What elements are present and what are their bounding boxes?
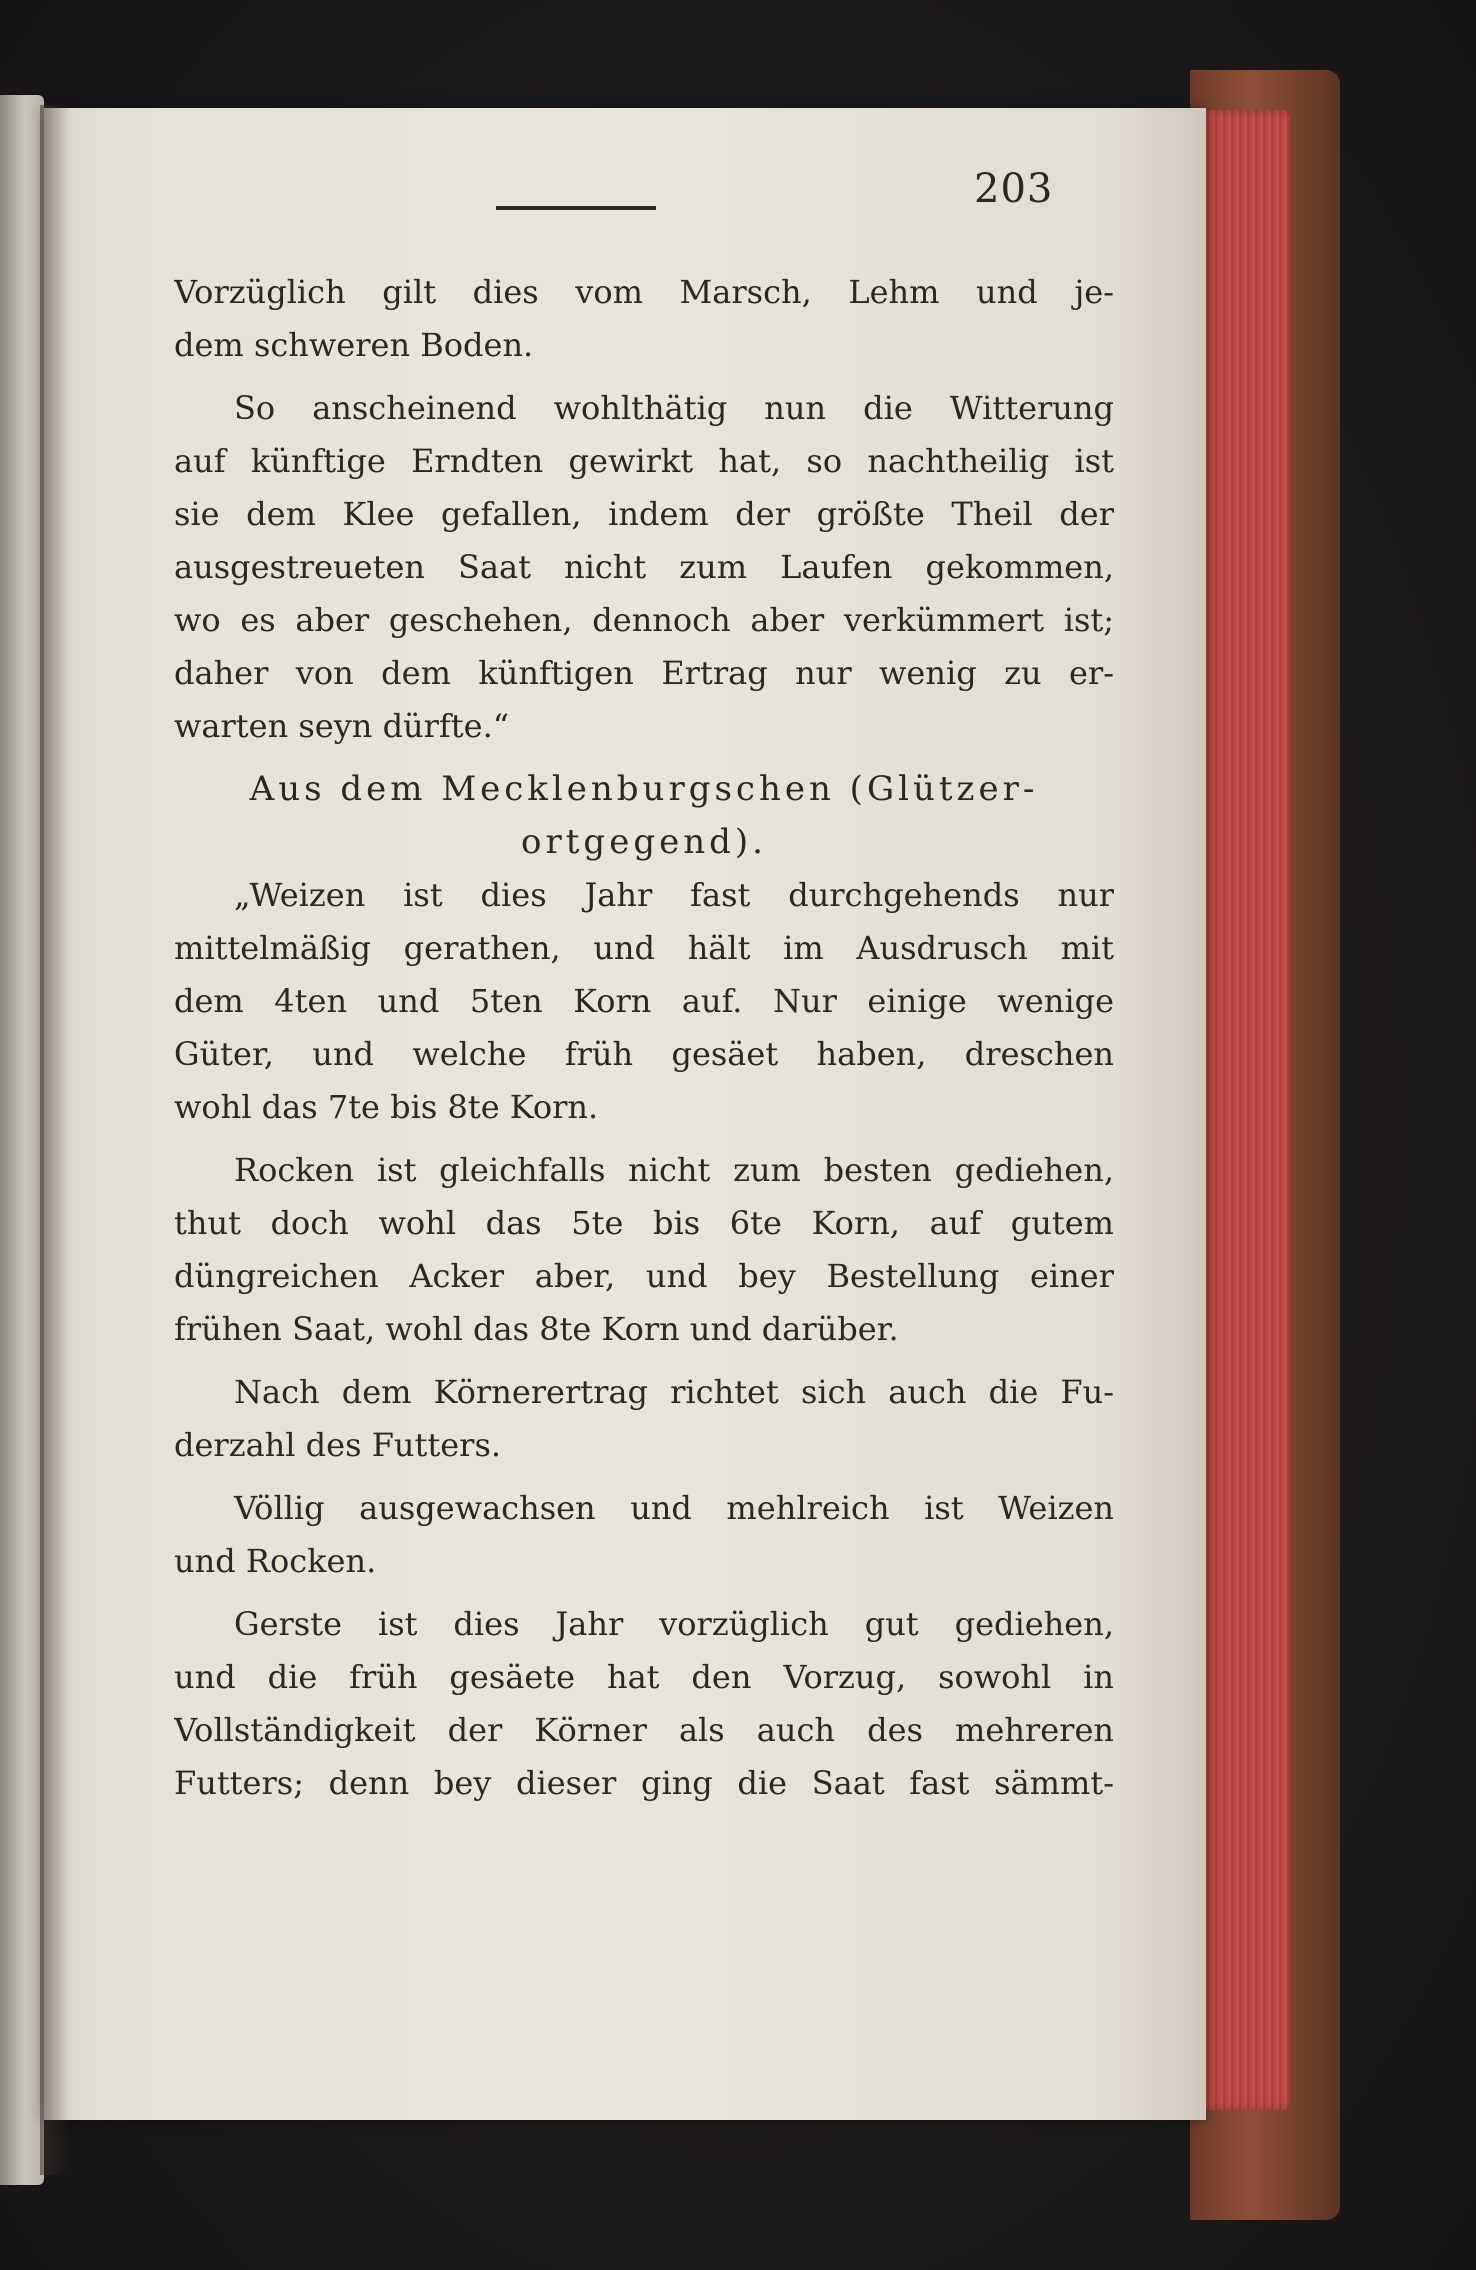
text-line: Völlig ausgewachsen und mehlreich ist Weizen [234, 1489, 1114, 1527]
text-line: Güter, und welche früh gesäet haben, dreschen [174, 1035, 1114, 1073]
book-page [44, 108, 1206, 2120]
text-line: und Rocken. [174, 1542, 377, 1580]
text-line: dem 4ten und 5ten Korn auf. Nur einige wenige [174, 982, 1114, 1020]
text-line: So anscheinend wohlthätig nun die Witterung [234, 389, 1114, 427]
text-line: Rocken ist gleichfalls nicht zum besten gediehen, [234, 1151, 1114, 1189]
page-number: 203 [974, 166, 1054, 212]
text-line: Gerste ist dies Jahr vorzüglich gut gediehen, [234, 1605, 1114, 1643]
text-line: frühen Saat, wohl das 8te Korn und darüber. [174, 1310, 899, 1348]
text-line: mittelmäßig gerathen, und hält im Ausdrusch mit [174, 929, 1114, 967]
text-line: Futters; denn bey dieser ging die Saat fast sämmt- [174, 1764, 1114, 1802]
gutter-shadow [40, 105, 70, 2175]
text-line: dem schweren Boden. [174, 326, 534, 364]
page-text [174, 266, 1114, 1810]
text-line: Vollständigkeit der Körner als auch des mehreren [174, 1711, 1114, 1749]
text-line: warten seyn dürfte.“ [174, 707, 510, 745]
text-line: Nach dem Körnerertrag richtet sich auch die Fu- [234, 1373, 1114, 1411]
red-page-edges [1195, 110, 1290, 2110]
text-line: ausgestreueten Saat nicht zum Laufen gekommen, [174, 548, 1114, 586]
text-line: Vorzüglich gilt dies vom Marsch, Lehm und je- [174, 273, 1114, 311]
text-line: düngreichen Acker aber, und bey Bestellung einer [174, 1257, 1114, 1295]
text-line: sie dem Klee gefallen, indem der größte Theil der [174, 495, 1114, 533]
text-line: und die früh gesäete hat den Vorzug, sowohl in [174, 1658, 1114, 1696]
text-line: derzahl des Futters. [174, 1426, 502, 1464]
text-line: thut doch wohl das 5te bis 6te Korn, auf gutem [174, 1204, 1114, 1242]
left-page-sliver [0, 95, 44, 2185]
section-heading: Aus dem Mecklenburgschen (Glützer- [249, 769, 1039, 809]
section-heading: ortgegend). [521, 822, 767, 862]
text-line: wo es aber geschehen, dennoch aber verkümmert ist; [174, 601, 1114, 639]
text-line: daher von dem künftigen Ertrag nur wenig zu er- [174, 654, 1114, 692]
header-rule [496, 206, 656, 210]
text-line: auf künftige Erndten gewirkt hat, so nachtheilig ist [174, 442, 1114, 480]
text-line: wohl das 7te bis 8te Korn. [174, 1088, 599, 1126]
text-line: „Weizen ist dies Jahr fast durchgehends nur [234, 876, 1114, 914]
